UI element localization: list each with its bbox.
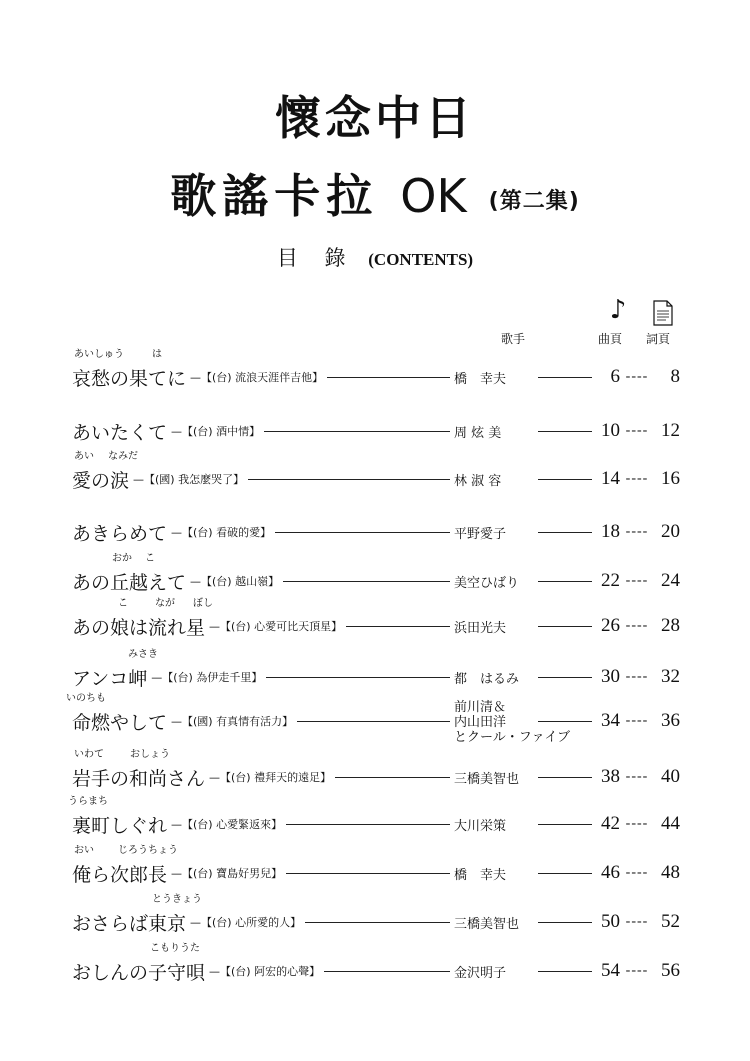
- song-title[interactable]: おしんの子守唄: [72, 961, 206, 984]
- singer-line: 浜田光夫: [454, 620, 507, 636]
- toc-entry: [72, 809, 680, 839]
- furigana-text: は: [152, 349, 162, 360]
- toc-entry: [72, 566, 680, 596]
- song-title[interactable]: 裏町しぐれ: [72, 814, 168, 837]
- furigana-text: こもりうた: [150, 943, 200, 954]
- furigana-text: おい: [74, 845, 94, 856]
- song-alt-title: —【(國) 我怎麼哭了】: [133, 473, 245, 486]
- song-alt-title: —【(台) 為伊走千里】: [151, 671, 263, 684]
- furigana-text: こ: [118, 598, 128, 609]
- music-note-icon: ♪: [609, 295, 627, 325]
- furigana-text: おしょう: [130, 749, 170, 760]
- singer-name: [454, 422, 538, 441]
- song-alt-title: —【(國) 有真情有活力】: [171, 715, 294, 728]
- page-separator: ----: [625, 816, 649, 831]
- contents-heading-cjk: 目 錄: [276, 246, 356, 270]
- toc-row[interactable]: [0, 348, 750, 392]
- leader-line: [538, 721, 592, 722]
- melody-page-column-header: 曲頁: [598, 332, 623, 346]
- melody-page-number: 50: [601, 911, 620, 932]
- document-icon: [652, 300, 674, 326]
- page-separator: ----: [625, 524, 649, 539]
- toc-row[interactable]: [0, 942, 750, 986]
- melody-page-number: 54: [601, 960, 620, 981]
- singer-name: [454, 768, 538, 787]
- singer-line: 周 炫 美: [454, 425, 502, 441]
- song-alt-title: —【(台) 禮拜天的遠足】: [209, 771, 332, 784]
- leader-line: [538, 377, 592, 378]
- book-title-line2: [0, 160, 750, 226]
- leader-line: [538, 971, 592, 972]
- leader-line: [538, 922, 592, 923]
- toc-row[interactable]: [0, 795, 750, 839]
- singer-name: [454, 864, 538, 883]
- singer-line: 橋 幸夫: [454, 867, 507, 883]
- toc-entry: [72, 699, 680, 745]
- singer-name: [454, 470, 538, 489]
- melody-page-number: 38: [601, 766, 620, 787]
- lyrics-page-number: 52: [661, 911, 680, 932]
- leader-line: [248, 479, 450, 480]
- leader-line: [538, 532, 592, 533]
- leader-line: [346, 626, 450, 627]
- leader-line: [538, 677, 592, 678]
- singer-line: 金沢明子: [454, 965, 507, 981]
- toc-row[interactable]: [0, 893, 750, 937]
- singer-line: 美空ひばり: [454, 575, 520, 591]
- leader-line: [283, 581, 450, 582]
- furigana-text: あい: [74, 451, 94, 462]
- lyrics-page-number: 8: [670, 366, 680, 387]
- toc-row[interactable]: [0, 692, 750, 745]
- song-alt-title: —【(台) 阿宏的心聲】: [209, 965, 321, 978]
- furigana-text: なが: [155, 598, 175, 609]
- melody-page-number: 18: [601, 521, 620, 542]
- melody-page-number: 22: [601, 570, 620, 591]
- book-title-volume: (第二集): [488, 189, 580, 214]
- leader-line: [324, 971, 450, 972]
- toc-entry: [72, 762, 680, 792]
- leader-line: [538, 777, 592, 778]
- page-separator: ----: [625, 618, 649, 633]
- singer-column-header: 歌手: [501, 332, 526, 346]
- melody-page-number: 46: [601, 862, 620, 883]
- melody-page-number: 10: [601, 420, 620, 441]
- page-separator: ----: [625, 423, 649, 438]
- toc-row[interactable]: [0, 597, 750, 641]
- song-alt-title: —【(台) 心所愛的人】: [190, 916, 302, 929]
- lyrics-page-number: 36: [661, 710, 680, 731]
- leader-line: [266, 677, 450, 678]
- melody-page-number: 30: [601, 666, 620, 687]
- page-separator: ----: [625, 914, 649, 929]
- lyrics-page-number: 12: [661, 420, 680, 441]
- furigana-text: いわて: [74, 749, 104, 760]
- singer-name: [454, 617, 538, 636]
- song-title[interactable]: 命燃やして: [72, 711, 168, 734]
- singer-name: [454, 572, 538, 591]
- singer-name: [454, 523, 538, 542]
- leader-line: [335, 777, 450, 778]
- singer-line: 前川清＆: [454, 699, 507, 715]
- toc-entry: [72, 662, 680, 692]
- leader-line: [286, 873, 450, 874]
- lyrics-page-number: 40: [661, 766, 680, 787]
- song-alt-title: —【(台) 越山嶺】: [190, 575, 280, 588]
- toc-row[interactable]: [0, 503, 750, 547]
- song-title[interactable]: 岩手の和尚さん: [72, 767, 206, 790]
- song-title[interactable]: あの丘越えて: [72, 571, 187, 594]
- furigana-text: あいしゅう: [74, 349, 124, 360]
- toc-entry: [72, 517, 680, 547]
- page-separator: ----: [625, 471, 649, 486]
- page-separator: ----: [625, 369, 649, 384]
- lyrics-page-number: 48: [661, 862, 680, 883]
- toc-entry: [72, 416, 680, 446]
- toc-row[interactable]: [0, 748, 750, 792]
- page-separator: ----: [625, 963, 649, 978]
- singer-line: 橋 幸夫: [454, 371, 507, 387]
- book-title-line1: 懷念中日: [275, 91, 475, 145]
- page-separator: ----: [625, 573, 649, 588]
- singer-line: 三橋美智也: [454, 916, 520, 932]
- leader-line: [286, 824, 450, 825]
- song-alt-title: —【(台) 酒中情】: [171, 425, 261, 438]
- leader-line: [538, 626, 592, 627]
- furigana-text: みさき: [128, 649, 158, 660]
- book-title-main: 歌謠卡拉: [170, 169, 379, 223]
- song-title[interactable]: アンコ岬: [72, 667, 148, 690]
- furigana-text: いのちも: [66, 693, 106, 704]
- singer-line: 内山田洋: [454, 714, 507, 730]
- song-title[interactable]: あきらめて: [72, 522, 168, 545]
- song-title[interactable]: 哀愁の果てに: [72, 367, 187, 390]
- leader-line: [297, 721, 450, 722]
- furigana-text: とうきょう: [152, 894, 202, 905]
- lyrics-page-number: 20: [661, 521, 680, 542]
- singer-line: とクール・ファイブ: [454, 729, 571, 745]
- leader-line: [275, 532, 450, 533]
- lyrics-page-number: 44: [661, 813, 680, 834]
- toc-row[interactable]: [0, 402, 750, 446]
- lyrics-page-number: 56: [661, 960, 680, 981]
- song-title[interactable]: あの娘は流れ星: [72, 616, 206, 639]
- leader-line: [538, 581, 592, 582]
- furigana-text: おか: [112, 553, 132, 564]
- singer-line: 平野愛子: [454, 526, 507, 542]
- leader-line: [327, 377, 450, 378]
- melody-page-number: 34: [601, 710, 620, 731]
- melody-page-number: 14: [601, 468, 620, 489]
- song-alt-title: —【(台) 流浪天涯伴吉他】: [190, 371, 324, 384]
- lyrics-page-number: 16: [661, 468, 680, 489]
- singer-line: 林 淑 容: [454, 473, 502, 489]
- toc-entry: [72, 907, 680, 937]
- toc-row[interactable]: [0, 450, 750, 494]
- lyrics-page-column-header: 詞頁: [646, 332, 671, 346]
- song-alt-title: —【(台) 寶島好男兒】: [171, 867, 283, 880]
- singer-name: [454, 699, 571, 745]
- singer-name: [454, 913, 538, 932]
- toc-entry: [72, 858, 680, 888]
- toc-row[interactable]: [0, 844, 750, 888]
- page-separator: ----: [625, 713, 649, 728]
- page-separator: ----: [625, 865, 649, 880]
- singer-name: [454, 368, 538, 387]
- leader-line: [264, 431, 450, 432]
- furigana-text: うらまち: [68, 796, 108, 807]
- singer-line: 都 はるみ: [454, 671, 520, 687]
- song-alt-title: —【(台) 心愛可比天頂星】: [209, 620, 343, 633]
- toc-entry: [72, 956, 680, 986]
- leader-line: [538, 824, 592, 825]
- contents-heading: [0, 242, 750, 272]
- leader-line: [538, 873, 592, 874]
- singer-name: [454, 668, 538, 687]
- toc-entry: [72, 611, 680, 641]
- toc-entry: [72, 362, 680, 392]
- furigana-text: なみだ: [108, 451, 138, 462]
- page-separator: ----: [625, 769, 649, 784]
- leader-line: [538, 479, 592, 480]
- lyrics-page-number: 28: [661, 615, 680, 636]
- lyrics-page-number: 32: [661, 666, 680, 687]
- toc-row[interactable]: [0, 648, 750, 692]
- melody-page-number: 42: [601, 813, 620, 834]
- contents-heading-en: (CONTENTS): [368, 250, 474, 269]
- lyrics-page-number: 24: [661, 570, 680, 591]
- toc-row[interactable]: [0, 552, 750, 596]
- leader-line: [305, 922, 450, 923]
- song-alt-title: —【(台) 心愛緊返來】: [171, 818, 283, 831]
- song-title[interactable]: 愛の涙: [72, 469, 130, 492]
- book-title-ok: OK: [400, 169, 467, 223]
- furigana-text: ぼし: [193, 598, 213, 609]
- furigana-text: じろうちょう: [118, 845, 178, 856]
- page-separator: ----: [625, 669, 649, 684]
- singer-name: [454, 815, 538, 834]
- singer-name: [454, 962, 538, 981]
- furigana-text: こ: [145, 553, 155, 564]
- song-title[interactable]: おさらば東京: [72, 912, 187, 935]
- leader-line: [538, 431, 592, 432]
- melody-page-number: 6: [610, 366, 620, 387]
- singer-line: 三橋美智也: [454, 771, 520, 787]
- melody-page-number: 26: [601, 615, 620, 636]
- song-title[interactable]: 俺ら次郎長: [72, 863, 168, 886]
- song-title[interactable]: あいたくて: [72, 421, 168, 444]
- song-alt-title: —【(台) 看破的愛】: [171, 526, 272, 539]
- toc-entry: [72, 464, 680, 494]
- singer-line: 大川栄策: [454, 818, 507, 834]
